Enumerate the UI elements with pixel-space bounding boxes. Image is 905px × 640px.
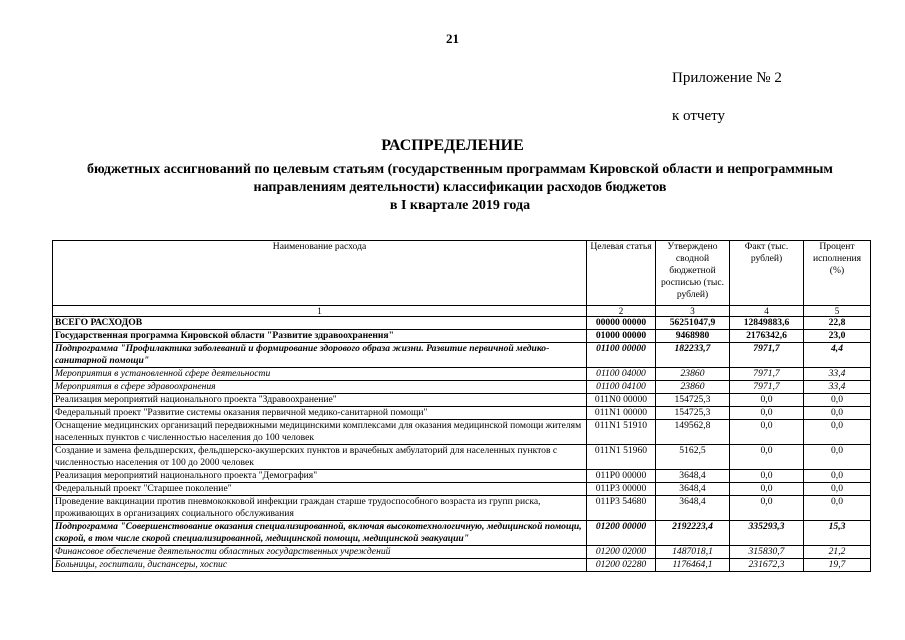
page-number: 21	[446, 31, 459, 46]
approved-amount-cell: 2192223,4	[656, 521, 730, 546]
approved-amount-cell: 5162,5	[656, 445, 730, 470]
table-row	[53, 394, 871, 407]
header-expense-name: Наименование расхода	[53, 241, 587, 306]
expense-name-cell: Проведение вакцинации против пневмококковой инфекции граждан старше трудоспособного возраста из групп риска, проживающих в организациях социального обслуживания	[53, 496, 587, 521]
approved-amount-cell: 1487018,1	[656, 546, 730, 559]
table-row	[53, 420, 871, 445]
column-number: 4	[730, 306, 804, 317]
table-row	[53, 330, 871, 343]
target-article-cell: 01100 04100	[587, 381, 656, 394]
target-article-cell: 011N1 00000	[587, 407, 656, 420]
fact-amount-cell: 7971,7	[730, 368, 804, 381]
expense-name-cell: Реализация мероприятий национального проекта "Здравоохранение"	[53, 394, 587, 407]
fact-amount-cell: 0,0	[730, 394, 804, 407]
target-article-cell: 011P0 00000	[587, 470, 656, 483]
approved-amount-cell: 182233,7	[656, 343, 730, 368]
expense-name-cell: Мероприятия в установленной сфере деятельности	[53, 368, 587, 381]
fact-amount-cell: 0,0	[730, 470, 804, 483]
fact-amount-cell: 0,0	[730, 496, 804, 521]
expense-name-cell: Больницы, госпитали, диспансеры, хоспис	[53, 559, 587, 572]
column-number: 2	[587, 306, 656, 317]
target-article-cell: 011N1 51910	[587, 420, 656, 445]
column-number: 1	[53, 306, 587, 317]
fact-amount-cell: 0,0	[730, 407, 804, 420]
header-approved: Утверждено сводной бюджетной росписью (тыс. рублей)	[656, 241, 730, 306]
table-row	[53, 381, 871, 394]
expense-name-cell: Реализация мероприятий национального проекта "Демография"	[53, 470, 587, 483]
approved-amount-cell: 154725,3	[656, 407, 730, 420]
execution-percent-cell: 33,4	[804, 368, 871, 381]
approved-amount-cell: 56251047,9	[656, 317, 730, 330]
execution-percent-cell: 0,0	[804, 394, 871, 407]
table-header-row	[53, 241, 871, 306]
execution-percent-cell: 4,4	[804, 343, 871, 368]
fact-amount-cell: 315830,7	[730, 546, 804, 559]
fact-amount-cell: 0,0	[730, 483, 804, 496]
execution-percent-cell: 0,0	[804, 407, 871, 420]
header-target-article: Целевая статья	[587, 241, 656, 306]
subtitle-line-2: направлениям деятельности) классификации расходов бюджетов	[253, 180, 667, 195]
fact-amount-cell: 2176342,6	[730, 330, 804, 343]
fact-amount-cell: 335293,3	[730, 521, 804, 546]
execution-percent-cell: 15,3	[804, 521, 871, 546]
approved-amount-cell: 9468980	[656, 330, 730, 343]
execution-percent-cell: 33,4	[804, 381, 871, 394]
execution-percent-cell: 0,0	[804, 470, 871, 483]
table-row	[53, 445, 871, 470]
approved-amount-cell: 23860	[656, 381, 730, 394]
table-row	[53, 343, 871, 368]
table-row	[53, 317, 871, 330]
target-article-cell: 01000 00000	[587, 330, 656, 343]
fact-amount-cell: 12849883,6	[730, 317, 804, 330]
table-row	[53, 521, 871, 546]
document-title: РАСПРЕДЕЛЕНИЕ	[381, 137, 524, 154]
fact-amount-cell: 231672,3	[730, 559, 804, 572]
expense-name-cell: ВСЕГО РАСХОДОВ	[53, 317, 587, 330]
table-row	[53, 559, 871, 572]
document-subtitle	[40, 161, 880, 215]
approved-amount-cell: 3648,4	[656, 470, 730, 483]
header-percent: Процент исполнения (%)	[804, 241, 871, 306]
fact-amount-cell: 7971,7	[730, 381, 804, 394]
approved-amount-cell: 3648,4	[656, 483, 730, 496]
target-article-cell: 01100 04000	[587, 368, 656, 381]
column-number-row	[53, 306, 871, 317]
target-article-cell: 01200 02280	[587, 559, 656, 572]
column-number: 3	[656, 306, 730, 317]
execution-percent-cell: 21,2	[804, 546, 871, 559]
header-fact: Факт (тыс. рублей)	[730, 241, 804, 306]
table-body	[53, 317, 871, 572]
target-article-cell: 011P3 54680	[587, 496, 656, 521]
execution-percent-cell: 0,0	[804, 496, 871, 521]
approved-amount-cell: 154725,3	[656, 394, 730, 407]
target-article-cell: 011N0 00000	[587, 394, 656, 407]
table-row	[53, 496, 871, 521]
expense-name-cell: Федеральный проект "Старшее поколение"	[53, 483, 587, 496]
fact-amount-cell: 7971,7	[730, 343, 804, 368]
appendix-label: Приложение № 2	[672, 70, 782, 86]
fact-amount-cell: 0,0	[730, 445, 804, 470]
table-row	[53, 470, 871, 483]
expense-name-cell: Подпрограмма "Совершенствование оказания специализированной, включая высокотехнологичную, медицинской помощи, скорой, в том числе скорой специализированной, медицинской помощи, медицинской эвакуации"	[53, 521, 587, 546]
budget-table	[52, 240, 871, 572]
expense-name-cell: Федеральный проект "Развитие системы оказания первичной медико-санитарной помощи"	[53, 407, 587, 420]
expense-name-cell: Создание и замена фельдшерских, фельдшерско-акушерских пунктов и врачебных амбулаторий для населенных пунктов с численностью населения от 100 до 2000 человек	[53, 445, 587, 470]
subtitle-line-1: бюджетных ассигнований по целевым статьям (государственным программам Кировской области и непрограммным	[87, 162, 833, 177]
table-row	[53, 483, 871, 496]
approved-amount-cell: 23860	[656, 368, 730, 381]
to-report-label: к отчету	[672, 108, 725, 124]
table-row	[53, 407, 871, 420]
target-article-cell: 011P3 00000	[587, 483, 656, 496]
approved-amount-cell: 3648,4	[656, 496, 730, 521]
expense-name-cell: Мероприятия в сфере здравоохранения	[53, 381, 587, 394]
expense-name-cell: Финансовое обеспечение деятельности областных государственных учреждений	[53, 546, 587, 559]
subtitle-line-3: в I квартале 2019 года	[389, 198, 531, 213]
approved-amount-cell: 149562,8	[656, 420, 730, 445]
execution-percent-cell: 23,0	[804, 330, 871, 343]
fact-amount-cell: 0,0	[730, 420, 804, 445]
target-article-cell: 01200 02000	[587, 546, 656, 559]
target-article-cell: 01100 00000	[587, 343, 656, 368]
expense-name-cell: Оснащение медицинских организаций передвижными медицинскими комплексами для оказания медицинской помощи жителям населенных пунктов с численностью населения до 100 человек	[53, 420, 587, 445]
approved-amount-cell: 1176464,1	[656, 559, 730, 572]
execution-percent-cell: 0,0	[804, 420, 871, 445]
execution-percent-cell: 19,7	[804, 559, 871, 572]
table-row	[53, 546, 871, 559]
expense-name-cell: Подпрограмма "Профилактика заболеваний и формирование здорового образа жизни. Развитие первичной медико-санитарной помощи"	[53, 343, 587, 368]
execution-percent-cell: 0,0	[804, 483, 871, 496]
expense-name-cell: Государственная программа Кировской области "Развитие здравоохранения"	[53, 330, 587, 343]
execution-percent-cell: 22,8	[804, 317, 871, 330]
execution-percent-cell: 0,0	[804, 445, 871, 470]
target-article-cell: 011N1 51960	[587, 445, 656, 470]
target-article-cell: 01200 00000	[587, 521, 656, 546]
column-number: 5	[804, 306, 871, 317]
target-article-cell: 00000 00000	[587, 317, 656, 330]
table-row	[53, 368, 871, 381]
